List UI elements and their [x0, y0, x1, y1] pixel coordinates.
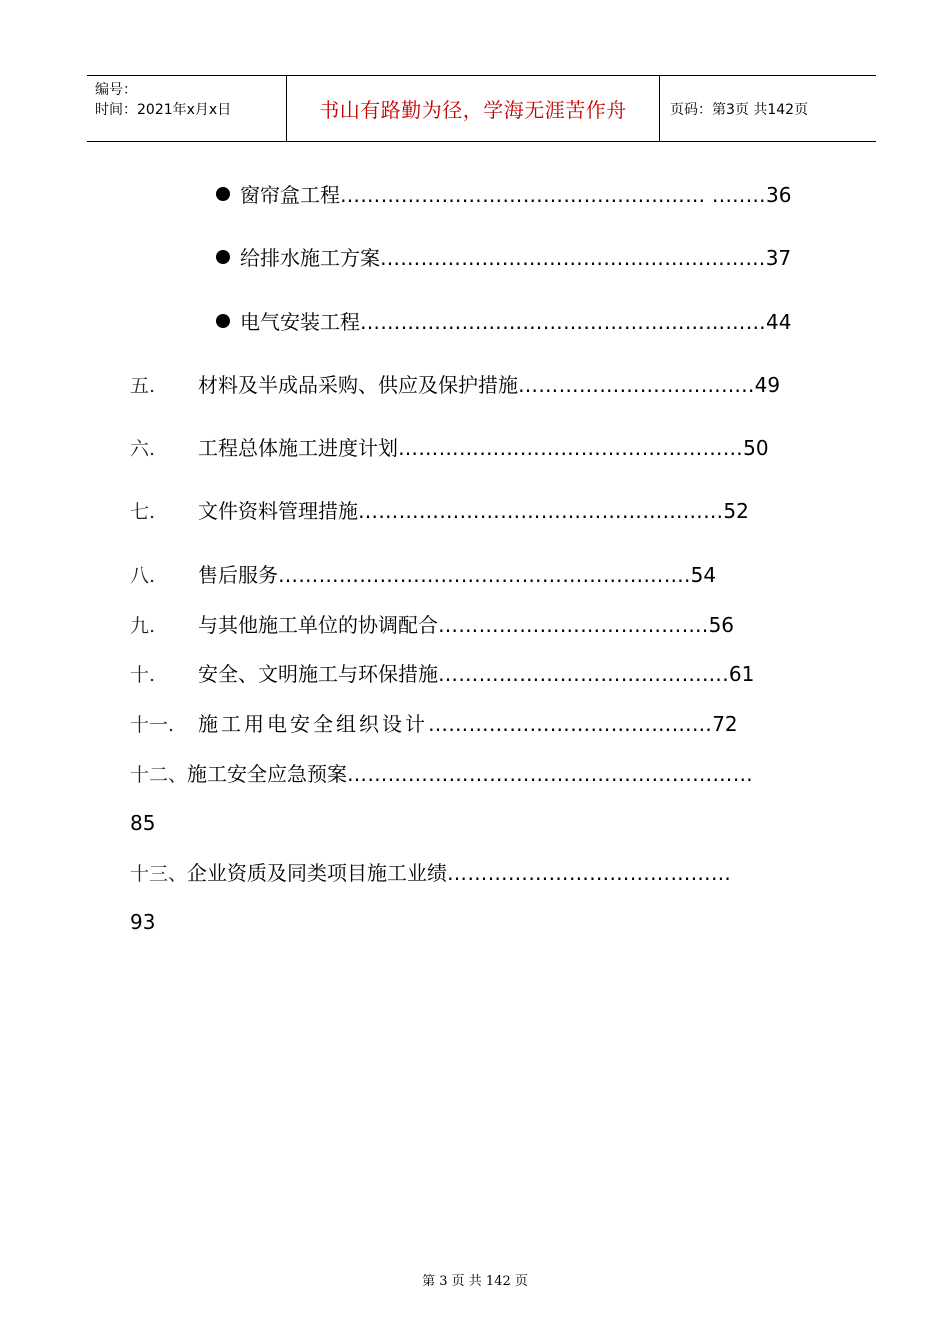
- toc-title: 售后服务: [198, 563, 278, 587]
- toc-page-wrap[interactable]: [130, 910, 155, 934]
- header-meta: [87, 76, 287, 141]
- toc-title: 材料及半成品采购、供应及保护措施: [198, 373, 518, 397]
- toc-page: 54: [690, 563, 717, 587]
- toc-leader: ……………………………..: [518, 373, 755, 397]
- toc-page-wrap[interactable]: [130, 811, 155, 835]
- toc-number: 五.: [130, 375, 156, 397]
- toc-title: 企业资质及同类项目施工业绩: [187, 861, 448, 885]
- toc-number: 十二、: [130, 764, 188, 786]
- page-header: [87, 75, 876, 142]
- toc-number: 六.: [130, 438, 156, 460]
- time-label: 时间：2021年x月x日: [95, 102, 232, 118]
- toc-item[interactable]: [130, 373, 780, 398]
- toc-item[interactable]: [130, 613, 734, 638]
- toc-title: 工程总体施工进度计划: [198, 436, 398, 460]
- toc-number: 十.: [130, 664, 156, 686]
- toc-sub-title: 给排水施工方案: [240, 246, 380, 270]
- toc-sub-item[interactable]: [216, 246, 791, 270]
- toc-leader: ……………………………………: [428, 712, 713, 736]
- toc-leader: ……………………………………………… ..……: [340, 183, 766, 207]
- toc-item[interactable]: [130, 662, 754, 687]
- toc-item[interactable]: [130, 762, 753, 787]
- toc-title: 施工用电安全组织设计: [198, 712, 428, 736]
- toc-number: 十三、: [130, 863, 188, 885]
- toc-page: 52: [723, 499, 749, 523]
- toc-sub-title: 电气安装工程: [240, 310, 360, 334]
- toc-page: 85: [130, 811, 156, 835]
- toc-page: 36: [765, 183, 792, 207]
- toc-item[interactable]: [130, 436, 769, 461]
- page-footer: 第 3 页 共 142 页: [422, 1274, 528, 1289]
- bullet-icon: [216, 187, 230, 201]
- toc-leader: ……………………………………………………: [347, 762, 754, 786]
- toc-number: 七.: [130, 501, 156, 523]
- toc-page: 37: [765, 246, 792, 270]
- toc-page: 49: [754, 373, 781, 397]
- toc-page: 56: [708, 613, 735, 637]
- toc-title: 安全、文明施工与环保措施: [198, 662, 438, 686]
- toc-item[interactable]: [130, 499, 749, 524]
- toc-page: 50: [743, 436, 769, 460]
- toc-leader: ……………………………………………: [398, 436, 744, 460]
- toc-sub-title: 窗帘盒工程: [240, 183, 340, 207]
- toc-page: 61: [728, 662, 755, 686]
- toc-leader: ……………………………………………………: [360, 310, 766, 334]
- toc-number: 九.: [130, 615, 156, 637]
- toc-leader: ……………………………………: [447, 861, 732, 885]
- header-page-label: 页码：第3页 共142页: [670, 101, 809, 118]
- toc-item[interactable]: [130, 861, 731, 886]
- toc-number: 十一.: [130, 714, 175, 736]
- code-label: 编号：: [95, 82, 137, 98]
- toc-title: 文件资料管理措施: [198, 499, 358, 523]
- toc-item[interactable]: [130, 712, 738, 737]
- toc-leader: ………………………………………………: [358, 499, 724, 523]
- bullet-icon: [216, 250, 230, 264]
- toc-leader: …………………………………………………: [380, 246, 766, 270]
- toc-sub-item[interactable]: [216, 183, 791, 207]
- toc-page: 72: [712, 712, 738, 736]
- toc-sub-item[interactable]: [216, 310, 791, 334]
- toc-number: 八.: [130, 565, 156, 587]
- toc-title: 施工安全应急预案: [187, 762, 348, 786]
- toc-title: 与其他施工单位的协调配合: [198, 613, 438, 637]
- header-motto: 书山有路勤为径，学海无涯苦作舟: [287, 76, 660, 141]
- toc-page: 44: [766, 310, 792, 334]
- toc-leader: ………………………………….: [438, 613, 709, 637]
- toc-item[interactable]: [130, 563, 716, 588]
- toc-leader: …………………………………………………….: [278, 563, 691, 587]
- toc-leader: …………………………………….: [438, 662, 729, 686]
- toc-page: 93: [130, 910, 156, 934]
- bullet-icon: [216, 314, 230, 328]
